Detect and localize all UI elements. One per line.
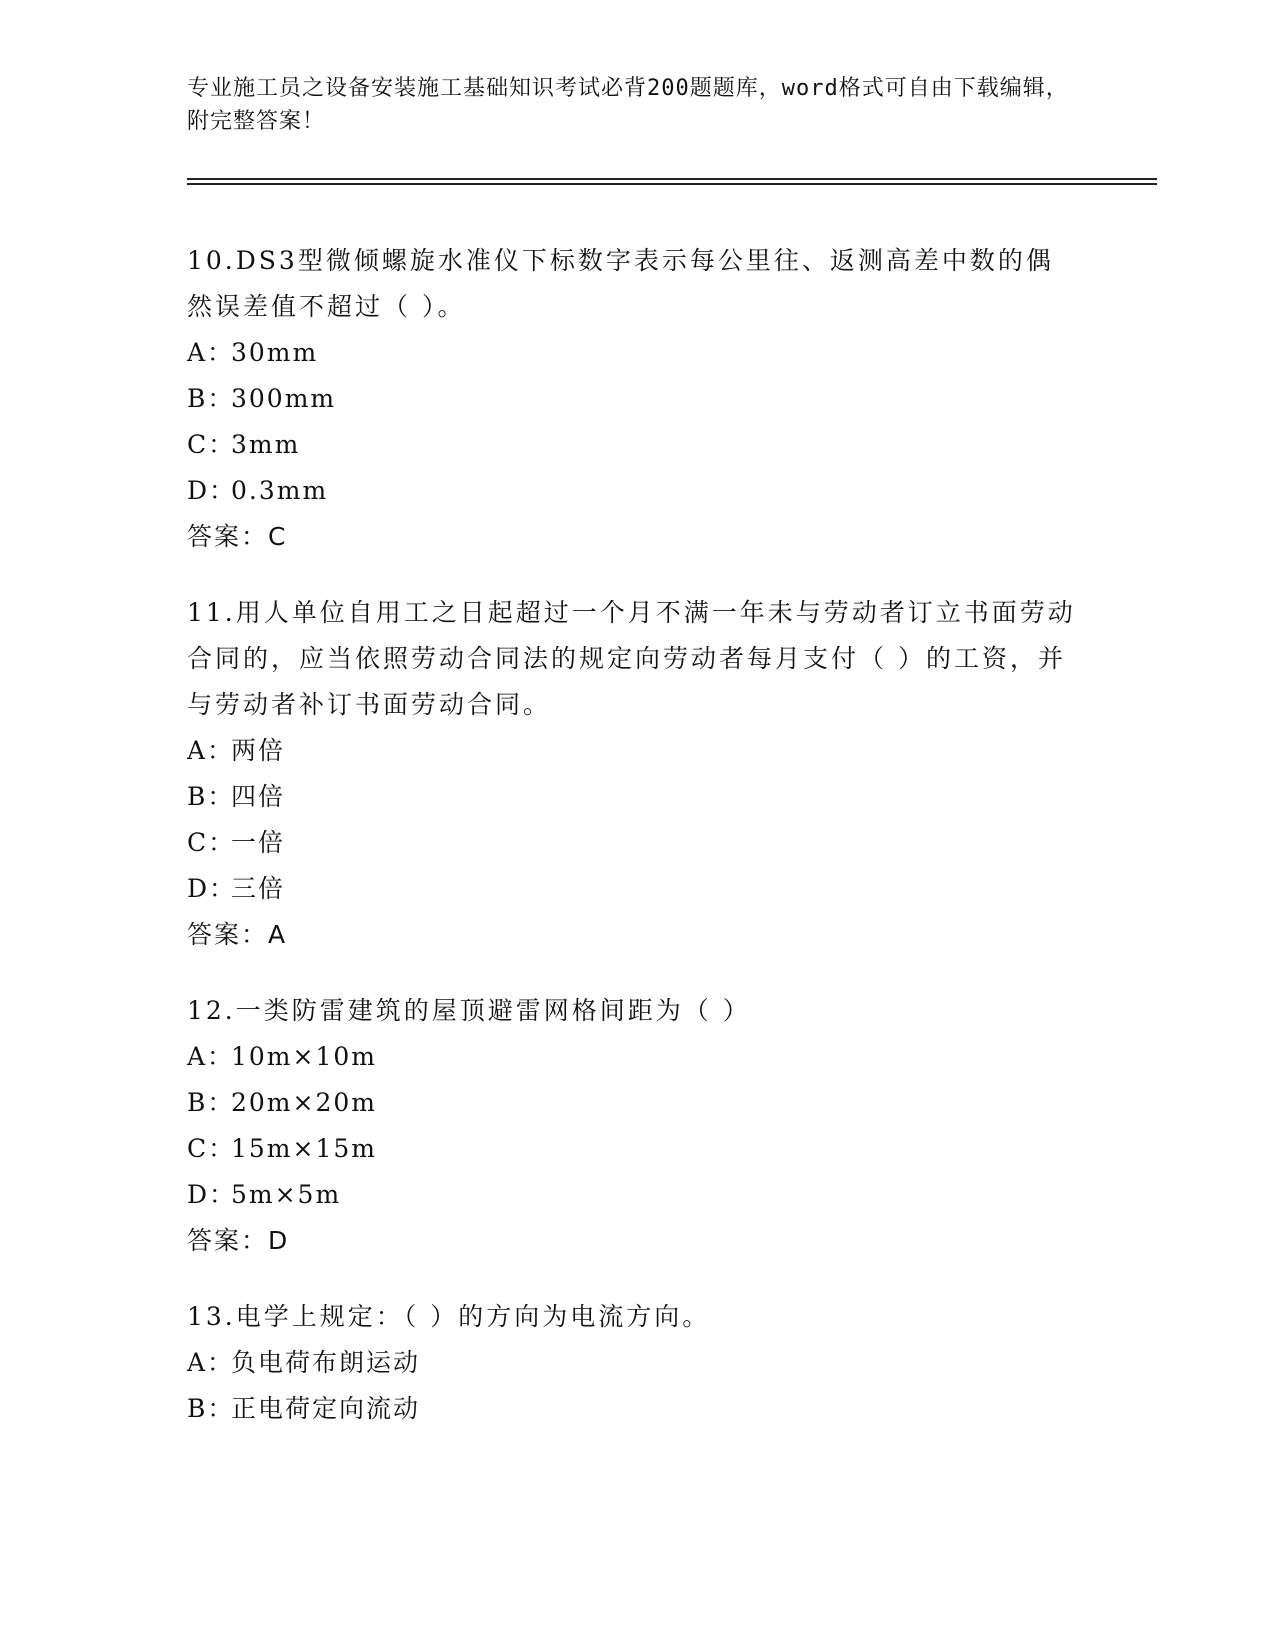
option-label: A： bbox=[187, 338, 235, 367]
option-d bbox=[187, 468, 1077, 514]
option-text: 300mm bbox=[231, 384, 337, 413]
option-label: B： bbox=[187, 1088, 235, 1117]
option-b bbox=[187, 376, 1077, 422]
option-label: B： bbox=[187, 384, 235, 413]
answer-text: 答案：D bbox=[187, 1226, 290, 1255]
option-d bbox=[187, 1172, 1077, 1218]
option-label: D： bbox=[187, 1180, 237, 1209]
option-c bbox=[187, 1126, 1077, 1172]
option-text: 5m×5m bbox=[231, 1180, 342, 1209]
option-text: 四倍 bbox=[231, 782, 286, 811]
header-divider bbox=[187, 178, 1157, 185]
option-label: C： bbox=[187, 430, 236, 459]
option-text: 0.3mm bbox=[231, 476, 329, 505]
option-text: 20m×20m bbox=[231, 1088, 377, 1117]
answer-text: 答案：A bbox=[187, 920, 288, 949]
document-page bbox=[187, 0, 1157, 1650]
option-label: A： bbox=[187, 1348, 235, 1377]
option-text: 三倍 bbox=[231, 874, 286, 903]
option-label: A： bbox=[187, 1042, 235, 1071]
question-item bbox=[187, 238, 1077, 560]
option-d bbox=[187, 866, 1077, 912]
question-text: 13.电学上规定：（ ）的方向为电流方向。 bbox=[187, 1302, 711, 1331]
option-label: A： bbox=[187, 736, 235, 765]
option-c bbox=[187, 422, 1077, 468]
question-item bbox=[187, 1294, 1077, 1432]
document-header: 专业施工员之设备安装施工基础知识考试必背200题题库，word格式可自由下载编辑，附完整答案！ bbox=[187, 76, 1069, 134]
question-text: 11.用人单位自用工之日起超过一个月不满一年未与劳动者订立书面劳动合同的，应当依照劳动合同法的规定向劳动者每月支付（ ）的工资，并与劳动者补订书面劳动合同。 bbox=[187, 598, 1076, 719]
option-text: 15m×15m bbox=[231, 1134, 377, 1163]
option-label: D： bbox=[187, 476, 237, 505]
option-text: 一倍 bbox=[231, 828, 286, 857]
option-b bbox=[187, 1386, 1077, 1432]
question-text: 10.DS3型微倾螺旋水准仪下标数字表示每公里往、返测高差中数的偶然误差值不超过（ ）。 bbox=[187, 246, 1054, 321]
option-b bbox=[187, 774, 1077, 820]
option-label: D： bbox=[187, 874, 237, 903]
option-a bbox=[187, 330, 1077, 376]
option-a bbox=[187, 728, 1077, 774]
option-text: 正电荷定向流动 bbox=[231, 1394, 421, 1423]
option-text: 两倍 bbox=[231, 736, 286, 765]
question-item bbox=[187, 988, 1077, 1264]
option-text: 30mm bbox=[231, 338, 319, 367]
question-item bbox=[187, 590, 1077, 958]
option-b bbox=[187, 1080, 1077, 1126]
question-text: 12.一类防雷建筑的屋顶避雷网格间距为（ ） bbox=[187, 996, 751, 1025]
option-a bbox=[187, 1034, 1077, 1080]
option-c bbox=[187, 820, 1077, 866]
option-text: 10m×10m bbox=[231, 1042, 377, 1071]
question-list bbox=[187, 238, 1077, 1462]
option-text: 负电荷布朗运动 bbox=[231, 1348, 421, 1377]
answer-text: 答案：C bbox=[187, 522, 288, 551]
option-label: C： bbox=[187, 1134, 236, 1163]
option-label: B： bbox=[187, 1394, 235, 1423]
option-a bbox=[187, 1340, 1077, 1386]
option-label: B： bbox=[187, 782, 235, 811]
option-label: C： bbox=[187, 828, 236, 857]
option-text: 3mm bbox=[231, 430, 301, 459]
